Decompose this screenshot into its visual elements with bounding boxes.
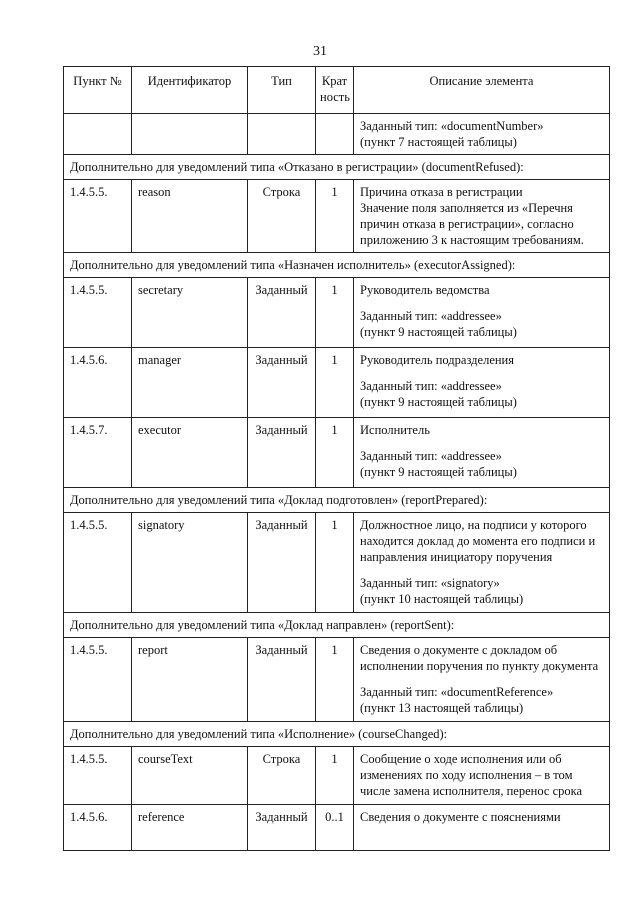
cell-desc (354, 348, 610, 418)
cell-mult: 1 (316, 278, 354, 348)
table-row (64, 805, 610, 851)
cell-num: 1.4.5.5. (64, 513, 132, 613)
cell-ident: manager (132, 348, 248, 418)
cell-num: 1.4.5.5. (64, 180, 132, 253)
header-row (64, 67, 610, 114)
header-ident: Идентификатор (132, 67, 248, 114)
desc-line: (пункт 13 настоящей таблицы) (360, 701, 524, 715)
desc-line: Заданный тип: «addressee» (360, 449, 502, 463)
cell-num: 1.4.5.5. (64, 747, 132, 805)
section-row (64, 722, 610, 747)
desc-line: Сообщение о ходе исполнения или об изменениях по ходу исполнения – в том числе замена исполнителя, перенос срока (360, 752, 583, 798)
cell-mult: 1 (316, 418, 354, 488)
cell-ident: report (132, 638, 248, 722)
section-title: Дополнительно для уведомлений типа «Исполнение» (courseChanged): (64, 722, 610, 747)
header-mult-line2: ность (320, 90, 350, 104)
cell-desc (354, 638, 610, 722)
desc-line: Значение поля заполняется из «Перечня причин отказа в регистрации», согласно приложению 3 к настоящим требованиям. (360, 201, 584, 247)
desc-line: (пункт 9 настоящей таблицы) (360, 325, 517, 339)
continuation-row (64, 114, 610, 155)
table-row (64, 278, 610, 348)
cell-desc (354, 418, 610, 488)
cell-num: 1.4.5.5. (64, 638, 132, 722)
cell-type: Заданный (248, 278, 316, 348)
section-title: Дополнительно для уведомлений типа «Назначен исполнитель» (executorAssigned): (64, 253, 610, 278)
cell-type: Строка (248, 747, 316, 805)
header-mult-line1: Крат (321, 74, 348, 88)
desc-line: Должностное лицо, на подписи у которого находится доклад до момента его подписи и направления инициатору поручения (360, 518, 596, 564)
section-row (64, 155, 610, 180)
cell-desc (354, 114, 610, 155)
cell-desc (354, 747, 610, 805)
desc-line: Руководитель ведомства (360, 283, 490, 297)
cell-ident: reason (132, 180, 248, 253)
cell-mult: 1 (316, 638, 354, 722)
cell-mult: 0..1 (316, 805, 354, 851)
spec-table (63, 66, 610, 851)
desc-line: Руководитель подразделения (360, 353, 514, 367)
desc-line: (пункт 9 настоящей таблицы) (360, 465, 517, 479)
cell-num: 1.4.5.7. (64, 418, 132, 488)
table-row (64, 348, 610, 418)
cell-type: Заданный (248, 348, 316, 418)
desc-line: (пункт 9 настоящей таблицы) (360, 395, 517, 409)
desc-line: Заданный тип: «addressee» (360, 379, 502, 393)
page-number: 31 (313, 44, 327, 59)
section-row (64, 613, 610, 638)
desc-line: Заданный тип: «signatory» (360, 576, 500, 590)
header-mult (316, 67, 354, 114)
cell-ident: signatory (132, 513, 248, 613)
cell-type: Заданный (248, 805, 316, 851)
cell-type (248, 114, 316, 155)
cell-desc (354, 278, 610, 348)
section-title: Дополнительно для уведомлений типа «Доклад направлен» (reportSent): (64, 613, 610, 638)
cell-ident (132, 114, 248, 155)
cell-type: Заданный (248, 638, 316, 722)
cell-desc (354, 513, 610, 613)
desc-line: Заданный тип: «documentNumber» (360, 119, 544, 133)
desc-line: (пункт 7 настоящей таблицы) (360, 135, 517, 149)
section-title: Дополнительно для уведомлений типа «Отказано в регистрации» (documentRefused): (64, 155, 610, 180)
table-row (64, 747, 610, 805)
cell-mult: 1 (316, 180, 354, 253)
table-row (64, 638, 610, 722)
table-row (64, 513, 610, 613)
cell-mult: 1 (316, 747, 354, 805)
section-title: Дополнительно для уведомлений типа «Доклад подготовлен» (reportPrepared): (64, 488, 610, 513)
cell-ident: secretary (132, 278, 248, 348)
cell-type: Заданный (248, 513, 316, 613)
table-row (64, 180, 610, 253)
cell-mult (316, 114, 354, 155)
desc-line: Заданный тип: «documentReference» (360, 685, 554, 699)
header-desc: Описание элемента (354, 67, 610, 114)
cell-type: Строка (248, 180, 316, 253)
cell-mult: 1 (316, 513, 354, 613)
header-num: Пункт № (64, 67, 132, 114)
desc-line: Сведения о документе с докладом об исполнении поручения по пункту документа (360, 643, 599, 673)
table-row (64, 418, 610, 488)
desc-line: Заданный тип: «addressee» (360, 309, 502, 323)
cell-ident: reference (132, 805, 248, 851)
cell-num: 1.4.5.6. (64, 805, 132, 851)
cell-ident: executor (132, 418, 248, 488)
cell-ident: courseText (132, 747, 248, 805)
desc-line: (пункт 10 настоящей таблицы) (360, 592, 524, 606)
cell-num: 1.4.5.5. (64, 278, 132, 348)
cell-num: 1.4.5.6. (64, 348, 132, 418)
desc-line: Сведения о документе с пояснениями (360, 810, 561, 824)
cell-type: Заданный (248, 418, 316, 488)
desc-line: Причина отказа в регистрации (360, 185, 523, 199)
desc-line: Исполнитель (360, 423, 430, 437)
cell-num (64, 114, 132, 155)
cell-desc (354, 180, 610, 253)
header-type: Тип (248, 67, 316, 114)
section-row (64, 253, 610, 278)
cell-mult: 1 (316, 348, 354, 418)
section-row (64, 488, 610, 513)
cell-desc (354, 805, 610, 851)
